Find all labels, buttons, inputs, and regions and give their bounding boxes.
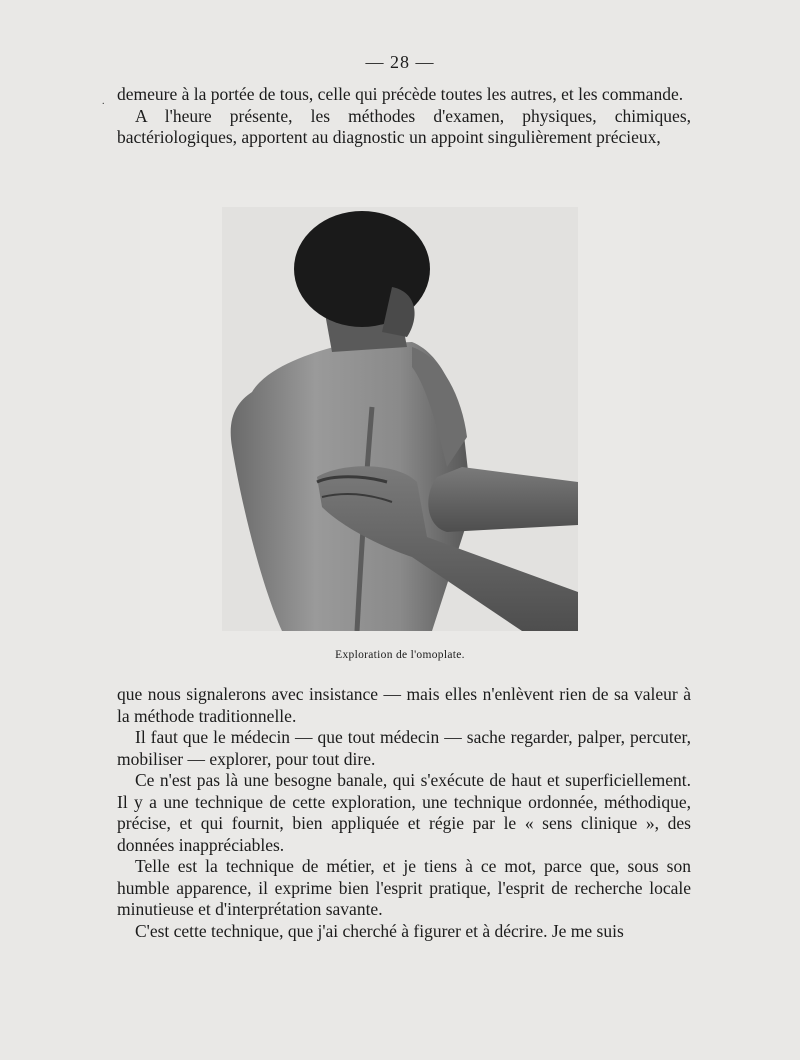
paragraph: Telle est la technique de métier, et je tiens à ce mot, parce que, sous son humble apparence, il exprime bien l'esprit pratique, l'esprit de recherche locale minutieuse et d'interprétation savante. [117, 856, 691, 919]
paragraph: Il faut que le médecin — que tout médecin — sache regarder, palper, percuter, mobiliser — explorer, pour tout dire. [117, 727, 691, 769]
back-examination-photo [222, 207, 578, 631]
figure-photograph [222, 207, 578, 631]
paragraph: demeure à la portée de tous, celle qui précède toutes les autres, et les commande. [117, 84, 684, 104]
bottom-text-block [117, 684, 691, 942]
page-number: — 28 — [365, 52, 435, 72]
paragraph: Ce n'est pas là une besogne banale, qui s'exécute de haut et superficiellement. Il y a une technique de cette exploration, une technique ordonnée, méthodique, précise, et qui fournit, bien appliquée et régie par le « sens clinique », des données inappréciables. [117, 770, 691, 855]
margin-dot: . [102, 96, 105, 107]
paragraph: que nous signalerons avec insistance — mais elles n'enlèvent rien de sa valeur à la méthode traditionnelle. [117, 684, 691, 726]
paragraph: A l'heure présente, les méthodes d'examen, physiques, chimiques, bactériologiques, apportent au diagnostic un appoint singulièrement précieux, [117, 105, 691, 147]
figure-caption: Exploration de l'omoplate. [335, 649, 465, 661]
top-text-block [117, 84, 691, 149]
paragraph: C'est cette technique, que j'ai cherché à figurer et à décrire. Je me suis [135, 920, 624, 941]
